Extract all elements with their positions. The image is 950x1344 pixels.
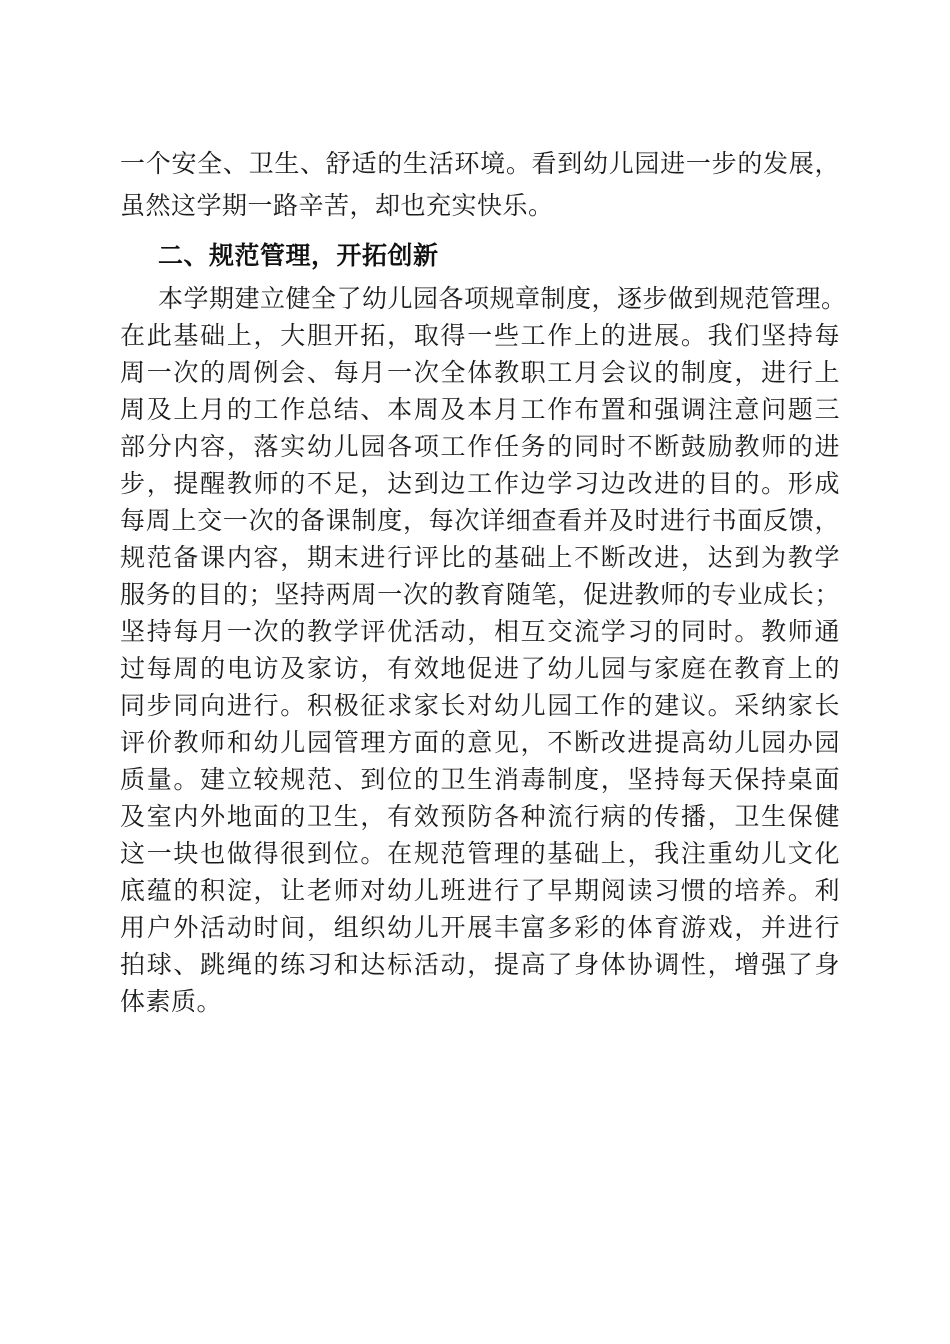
text-line: 规范备课内容，期末进行评比的基础上不断改进，达到为教学	[120, 543, 840, 572]
text-line: 每周上交一次的备课制度，每次详细查看并及时进行书面反馈，	[120, 506, 840, 535]
text-line: 周及上月的工作总结、本周及本月工作布置和强调注意问题三	[120, 395, 840, 424]
text-line: 步，提醒教师的不足，达到边工作边学习边改进的目的。形成	[120, 469, 840, 498]
text-line: 同步同向进行。积极征求家长对幼儿园工作的建议。采纳家长	[120, 691, 840, 720]
text-line: 及室内外地面的卫生，有效预防各种流行病的传播，卫生保健	[120, 802, 840, 831]
text-line: 评价教师和幼儿园管理方面的意见，不断改进提高幼儿园办园	[120, 728, 840, 757]
text-line: 坚持每月一次的教学评优活动，相互交流学习的同时。教师通	[120, 617, 840, 646]
text-line: 底蕴的积淀，让老师对幼儿班进行了早期阅读习惯的培养。利	[120, 876, 840, 905]
text-line: 质量。建立较规范、到位的卫生消毒制度，坚持每天保持桌面	[120, 765, 840, 794]
text-line: 周一次的周例会、每月一次全体教职工月会议的制度，进行上	[120, 358, 840, 387]
intro-paragraph	[120, 143, 840, 227]
text-line: 这一块也做得很到位。在规范管理的基础上，我注重幼儿文化	[120, 839, 840, 868]
text-line: 过每周的电访及家访，有效地促进了幼儿园与家庭在教育上的	[120, 654, 840, 683]
text-line: 在此基础上，大胆开拓，取得一些工作上的进展。我们坚持每	[120, 321, 840, 350]
text-line: 本学期建立健全了幼儿园各项规章制度，逐步做到规范管理。	[158, 284, 847, 313]
text-line: 服务的目的；坚持两周一次的教育随笔，促进教师的专业成长；	[120, 580, 840, 609]
text-line: 虽然这学期一路辛苦，却也充实快乐。	[120, 191, 554, 220]
text-line: 用户外活动时间，组织幼儿开展丰富多彩的体育游戏，并进行	[120, 913, 840, 942]
text-line: 拍球、跳绳的练习和达标活动，提高了身体协调性，增强了身	[120, 950, 840, 979]
text-line: 体素质。	[120, 987, 223, 1016]
body-paragraph	[120, 280, 847, 1020]
text-line: 部分内容，落实幼儿园各项工作任务的同时不断鼓励教师的进	[120, 432, 840, 461]
text-line: 一个安全、卫生、舒适的生活环境。看到幼儿园进一步的发展，	[120, 149, 840, 178]
section-heading: 二、规范管理，开拓创新	[158, 241, 439, 270]
